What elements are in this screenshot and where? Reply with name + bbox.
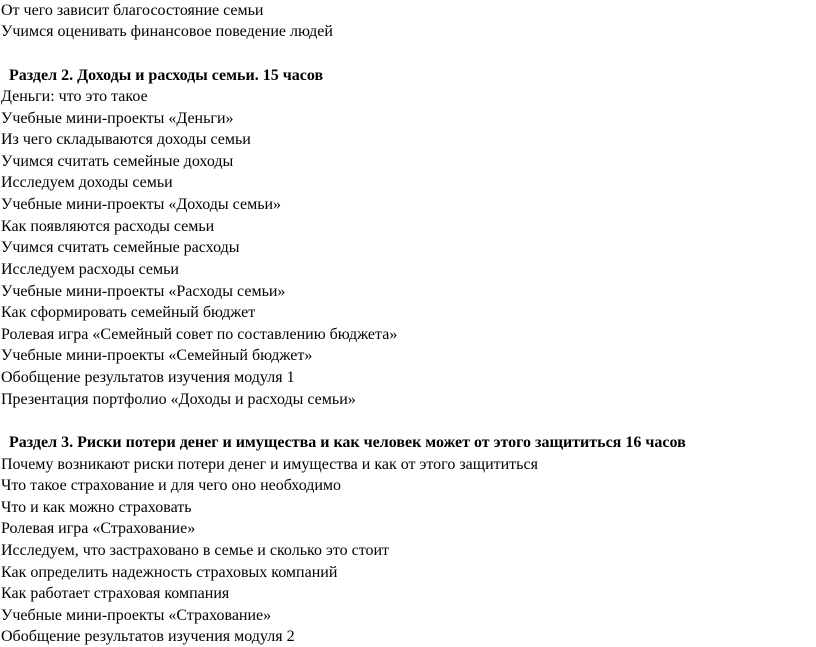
list-item: Что такое страхование и для чего оно необходимо <box>1 477 342 494</box>
list-item: Деньги: что это такое <box>1 88 148 105</box>
list-item: Из чего складываются доходы семьи <box>1 131 251 148</box>
list-item: Учимся считать семейные расходы <box>1 239 240 256</box>
list-item: Учебные мини-проекты «Доходы семьи» <box>1 196 282 213</box>
list-item: Как появляются расходы семьи <box>1 218 215 235</box>
list-item: Исследуем расходы семьи <box>1 261 179 278</box>
list-item: Исследуем, что застраховано в семье и сколько это стоит <box>1 542 390 559</box>
section-3-heading: Раздел 3. Риски потери денег и имущества и как человек может от этого защититься 16 часов <box>9 434 686 451</box>
list-item: Почему возникают риски потери денег и имущества и как от этого защититься <box>1 456 538 473</box>
list-item: Учимся считать семейные доходы <box>1 153 234 170</box>
list-item: Исследуем доходы семьи <box>1 174 173 191</box>
list-item: Учебные мини-проекты «Деньги» <box>1 110 234 127</box>
list-item: Учебные мини-проекты «Страхование» <box>1 607 272 624</box>
list-item: Обобщение результатов изучения модуля 2 <box>1 628 295 645</box>
list-item: Как работает страховая компания <box>1 585 230 602</box>
list-item: Как сформировать семейный бюджет <box>1 304 256 321</box>
list-item: Учимся оценивать финансовое поведение людей <box>1 23 333 40</box>
list-item: Учебные мини-проекты «Расходы семьи» <box>1 283 286 300</box>
list-item: Учебные мини-проекты «Семейный бюджет» <box>1 347 313 364</box>
list-item: Что и как можно страховать <box>1 499 192 516</box>
list-item: От чего зависит благосостояние семьи <box>1 2 264 19</box>
list-item: Презентация портфолио «Доходы и расходы семьи» <box>1 391 356 408</box>
list-item: Ролевая игра «Страхование» <box>1 520 196 537</box>
list-item: Как определить надежность страховых компаний <box>1 564 338 581</box>
list-item: Ролевая игра «Семейный совет по составлению бюджета» <box>1 326 398 343</box>
section-2-heading: Раздел 2. Доходы и расходы семьи. 15 часов <box>9 67 324 84</box>
list-item: Обобщение результатов изучения модуля 1 <box>1 369 295 386</box>
